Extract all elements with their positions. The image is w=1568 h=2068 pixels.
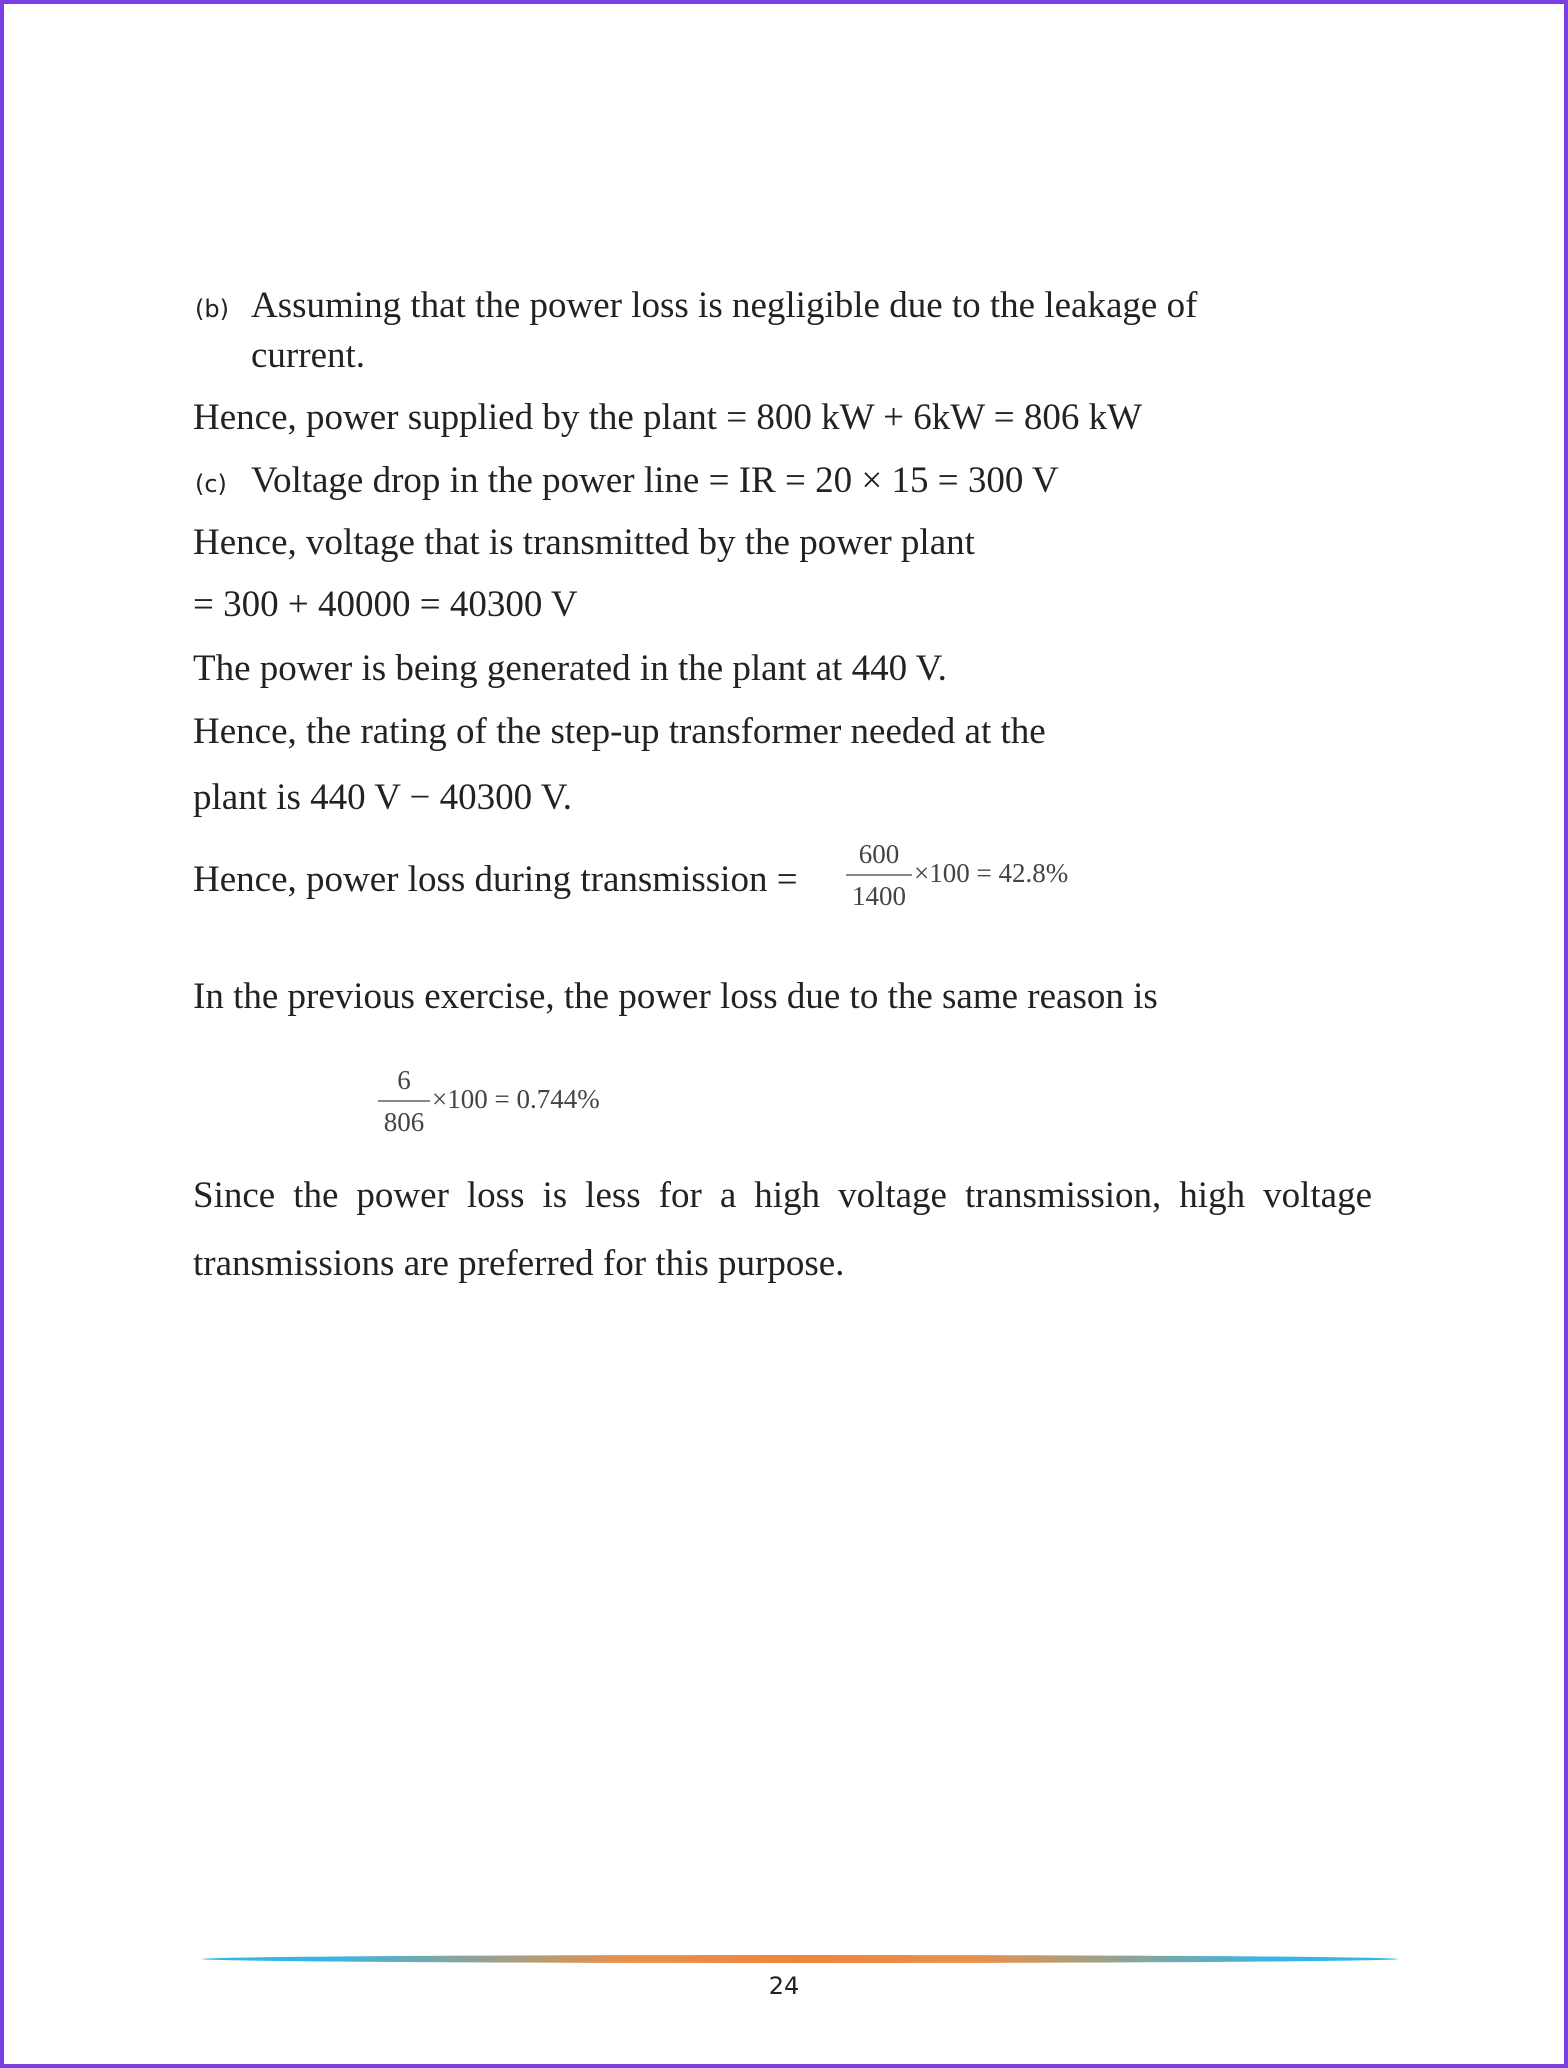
voltage-calc-line: = 300 + 40000 = 40300 V (193, 584, 578, 625)
formula-1-result: ×100 = 42.8% (914, 858, 1069, 888)
rating-line-1: Hence, the rating of the step-up transformer needed at the (193, 711, 1046, 752)
fraction-2-denominator: 806 (383, 1107, 425, 1137)
rating-line-2: plant is 440 V − 40300 V. (193, 777, 572, 818)
item-c-label: (c) (195, 470, 227, 498)
generated-line: The power is being generated in the plant at 440 V. (193, 648, 947, 689)
previous-exercise-line: In the previous exercise, the power loss due to the same reason is (193, 976, 1158, 1017)
item-c-text: Voltage drop in the power line = IR = 20 × 15 = 300 V (251, 460, 1059, 501)
item-c (195, 459, 1059, 506)
fraction-1-numerator: 600 (858, 839, 900, 869)
item-b-label: (b) (195, 295, 229, 323)
footer-rule (202, 1955, 1398, 1963)
fraction-1-denominator: 1400 (852, 881, 906, 911)
formula-2-result: ×100 = 0.744% (432, 1084, 600, 1114)
page-number: 24 (768, 1972, 800, 2000)
fraction-2-numerator: 6 (397, 1065, 411, 1095)
voltage-transmitted-line: Hence, voltage that is transmitted by the power plant (193, 522, 975, 563)
item-b-continuation: current. (251, 335, 366, 376)
power-loss-label: Hence, power loss during transmission = (193, 859, 798, 900)
item-b (195, 284, 1198, 331)
item-b-text: Assuming that the power loss is negligible due to the leakage of (251, 285, 1198, 326)
fraction-2-bar (378, 1100, 430, 1102)
fraction-2 (378, 1064, 430, 1138)
fraction-1 (846, 838, 912, 912)
power-supplied-line: Hence, power supplied by the plant = 800 kW + 6kW = 806 kW (193, 397, 1143, 438)
conclusion-line-1: Since the power loss is less for a high voltage transmission, high voltage (193, 1175, 1372, 1216)
conclusion-line-2: transmissions are preferred for this purpose. (193, 1243, 845, 1284)
fraction-1-bar (846, 874, 912, 876)
